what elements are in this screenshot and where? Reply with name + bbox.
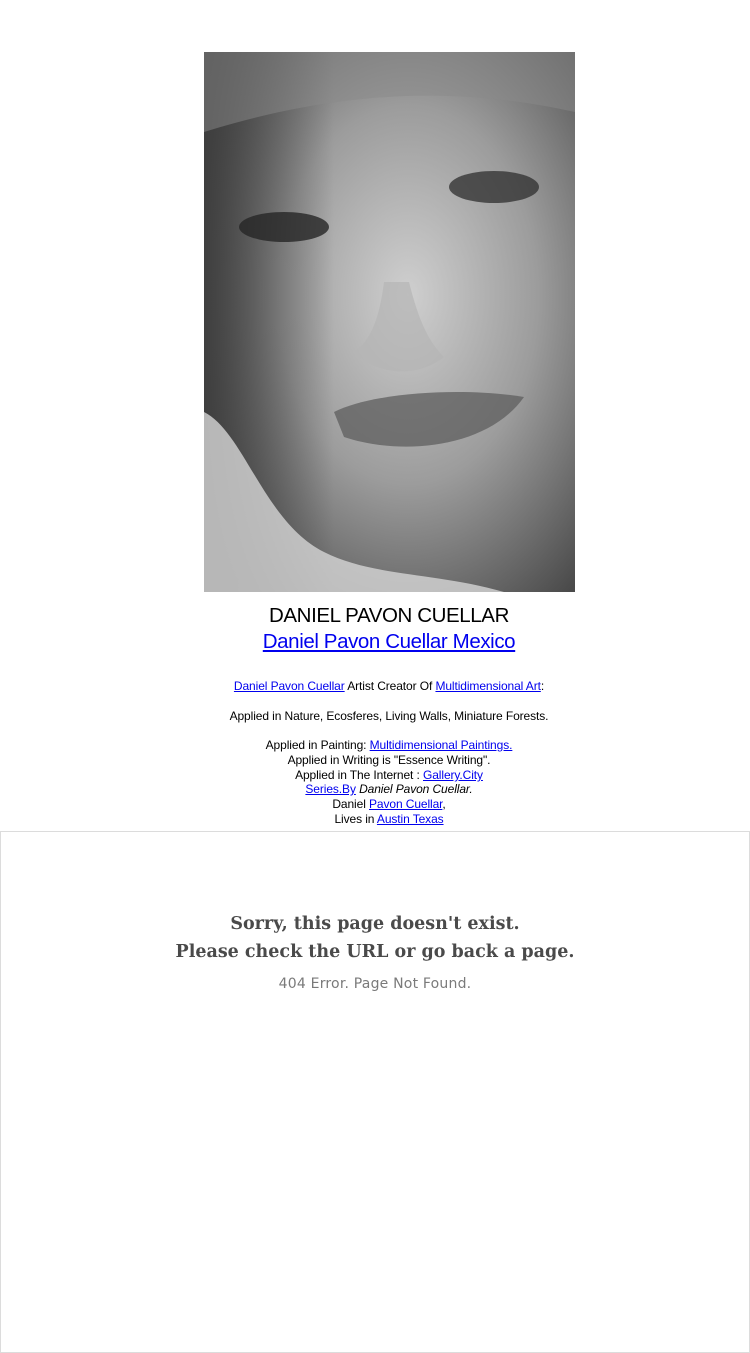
bio-line-internet	[0, 768, 750, 783]
bio-line-painting	[0, 738, 750, 753]
bio-colon: :	[540, 679, 545, 693]
bio-text: Applied in The Internet :	[295, 768, 420, 782]
portrait-photo	[204, 52, 575, 592]
error-message-line2: Please check the URL or go back a page.	[175, 942, 575, 962]
bio-text: Artist Creator Of	[347, 679, 433, 693]
bio-line-lives	[0, 812, 750, 827]
austin-texas-link[interactable]: Austin Texas	[376, 812, 444, 826]
error-panel	[0, 831, 750, 1353]
bio-line-creator	[0, 679, 750, 694]
artist-name-link-wrap	[0, 630, 750, 654]
multidimensional-paintings-link[interactable]: Multidimensional Paintings.	[369, 738, 513, 752]
series-by-link[interactable]: Series.By	[305, 782, 356, 796]
pavon-cuellar-link[interactable]: Pavon Cuellar	[369, 797, 443, 811]
bio-line-writing: Applied in Writing is "Essence Writing".	[287, 753, 491, 767]
error-code: 404 Error. Page Not Found.	[278, 976, 472, 992]
gallery-city-link[interactable]: Gallery.City	[423, 768, 483, 782]
bio-text: Lives in	[334, 812, 375, 826]
bio-comma: ,	[442, 797, 446, 811]
bio-text: Applied in Painting:	[265, 738, 367, 752]
artist-mexico-link[interactable]: Daniel Pavon Cuellar Mexico	[262, 630, 516, 653]
multidimensional-art-link[interactable]: Multidimensional Art	[435, 679, 541, 693]
bio-line-nature: Applied in Nature, Ecosferes, Living Walls, Miniature Forests.	[229, 709, 549, 723]
artist-name-heading: DANIEL PAVON CUELLAR	[269, 604, 509, 627]
bio-line-daniel	[0, 797, 750, 812]
bio-line-series	[0, 782, 750, 797]
bio-italic-name: Daniel Pavon Cuellar.	[359, 782, 473, 796]
bio-text: Daniel	[332, 797, 366, 811]
error-message-line1: Sorry, this page doesn't exist.	[230, 914, 520, 934]
portrait-image	[204, 52, 575, 592]
artist-link[interactable]: Daniel Pavon Cuellar	[233, 679, 345, 693]
